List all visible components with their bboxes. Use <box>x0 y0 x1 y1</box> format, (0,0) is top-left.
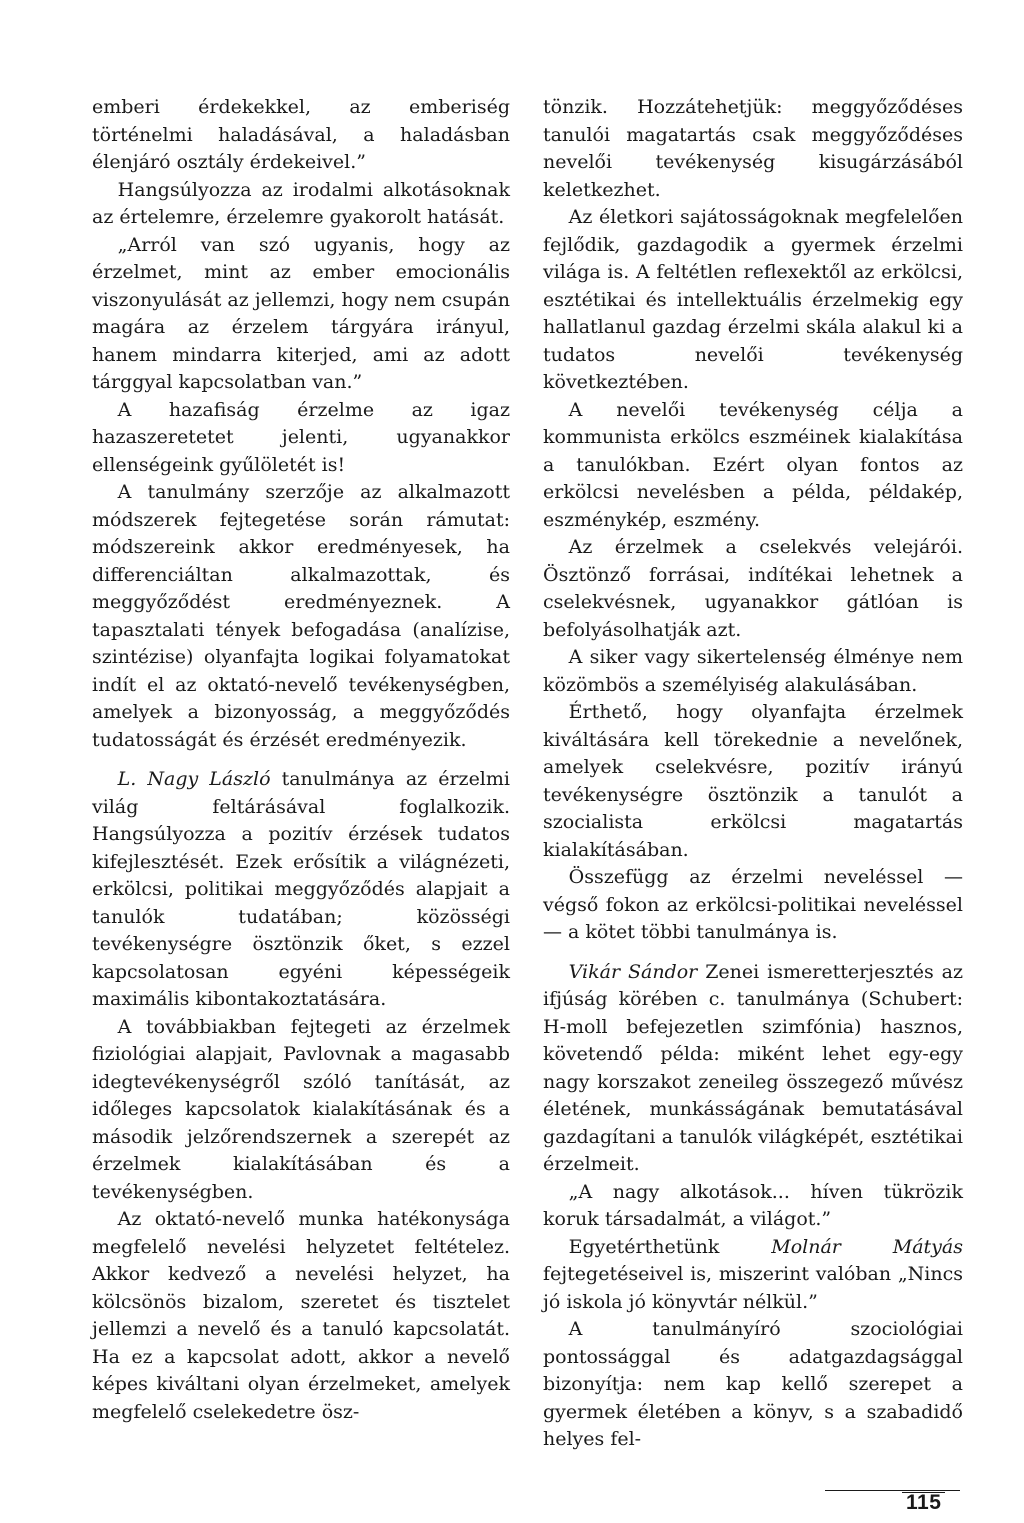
paragraph: Hangsúlyozza az irodalmi alkotásoknak az értelemre, érzelemre gyakorolt hatását. <box>92 178 510 228</box>
paragraph-vikar-sandor <box>543 959 963 1179</box>
left-text-column <box>92 94 510 1426</box>
paragraph: Az oktató-nevelő munka hatékonysága megfelelő nevelési helyzetet feltételez. Akkor kedvező a nevelési helyzet, ha kölcsönös bizalom, szeretet és tisztelet jellemzi a nevelő és a tanuló kapcsolatát. Ha ez a kapcsolat adott, akkor a nevelő képes kiváltani olyan érzelmeket, amelyek megfelelő cselekedetre ösz- <box>92 1208 510 1423</box>
paragraph-nagy-laszlo <box>92 766 510 1014</box>
paragraph-text: fejtegetéseivel is, miszerint valóban „Nincs jó iskola jó könyvtár nélkül.” <box>543 1263 963 1313</box>
paragraph: Az érzelmek a cselekvés velejárói. Ösztönző forrásai, indítékai lehetnek a cselekvésnek, ugyanakkor gátlóan is befolyásolhatják azt. <box>543 536 963 641</box>
paragraph: A továbbiakban fejtegeti az érzelmek fiziológiai alapjait, Pavlovnak a magasabb idegtevékenységről szóló tanítását, az időleges kapcsolatok kialakításának és a második jelzőrendszernek a szerepét az érzelmek kialakításában és a tevékenységben. <box>92 1015 510 1203</box>
quote-paragraph: „A nagy alkotások... híven tükrözik koruk társadalmát, a világot.” <box>543 1180 963 1230</box>
paragraph: A siker vagy sikertelenség élménye nem közömbös a személyiség alakulásában. <box>543 646 963 696</box>
paragraph-continuation: tönzik. Hozzátehetjük: meggyőződéses tanulói magatartás csak meggyőződéses nevelői tevékenység kisugárzásából keletkezhet. <box>543 96 963 201</box>
author-name: Molnár Mátyás <box>771 1235 963 1258</box>
paragraph-text: tanulmánya az érzelmi világ feltárásával foglalkozik. Hangsúlyozza a pozitív érzések tudatos kifejlesztését. Ezek erősítik a világnézeti, erkölcsi, politikai meggyőződés alapjait a tanulók tudatában; közösségi tevékenységre ösztönzik őket, s ezzel kapcsolatosan egyéni képességeik maximális kibontakoztatására. <box>92 768 510 1010</box>
author-name: L. Nagy László <box>117 768 271 790</box>
paragraph: A nevelői tevékenység célja a kommunista erkölcs eszméinek kialakítása a tanulókban. Ezért olyan fontos az erkölcsi nevelésben a példa, példakép, eszménykép, eszmény. <box>543 398 963 531</box>
paragraph: Összefügg az érzelmi neveléssel — végső fokon az erkölcsi-politikai neveléssel — a kötet többi tanulmánya is. <box>543 866 963 943</box>
paragraph: A hazafiság érzelme az igaz hazaszeretetet jelenti, ugyanakkor ellenségeink gyűlöletét is! <box>92 398 510 476</box>
paragraph-text: Zenei ismeretterjesztés az ifjúság körében c. tanulmánya (Schubert: H-moll befejezetlen szimfónia) hasznos, követendő példa: miként lehet egy-egy nagy korszakot zeneileg összegező művész életének, munkásságának bemutatásával gazdagítani a tanulók világképét, esztétikai érzelmeit. <box>543 960 963 1175</box>
author-name: Vikár Sándor <box>568 960 698 983</box>
paragraph-molnar-matyas <box>543 1234 963 1317</box>
paragraph: Az életkori sajátosságoknak megfelelően fejlődik, gazdagodik a gyermek érzelmi világa is. A feltétlen reflexektől az erkölcsi, esztétikai és intellektuális érzelmekig egy hallatlanul gazdag érzelmi skála alakul ki a tudatos nevelői tevékenység következtében. <box>543 206 963 393</box>
quote-paragraph: „Arról van szó ugyanis, hogy az érzelmet, mint az ember emocionális viszonyulását az jellemzi, hogy nem csupán magára az érzelem tárgyára irányul, hanem mindarra kiterjed, ami az adott tárggyal kapcsolatban van.” <box>92 233 510 393</box>
paragraph-continuation: emberi érdekekkel, az emberiség történelmi haladásával, a haladásban élenjáró osztály érdekeivel.” <box>92 96 510 173</box>
paragraph: Érthető, hogy olyanfajta érzelmek kiváltására kell törekednie a nevelőnek, amelyek cselekvésre, pozitív irányú tevékenységre ösztönzik a tanulót a szocialista erkölcsi magatartás kialakításában. <box>543 701 963 861</box>
paragraph-text: Egyetérthetünk <box>568 1235 772 1258</box>
paragraph: A tanulmány szerzője az alkalmazott módszerek fejtegetése során rámutat: módszereink akkor eredményesek, ha differenciáltan alkalmazottak, és meggyőződést eredményeznek. A tapasztalati tények befogadása (analízise, szintézise) olyanfajta logikai folyamatokat indít el az oktató-nevelő tevékenységben, amelyek a bizonyosság, a meggyőződés tudatosságát és érzését eredményezik. <box>92 481 510 751</box>
page-number: 115 <box>906 1491 942 1514</box>
right-text-column <box>543 94 963 1454</box>
paragraph: A tanulmányíró szociológiai pontossággal és adatgazdagsággal bizonyítja: nem kap kellő szerepet a gyermek életében a könyv, s a szabadidő helyes fel- <box>543 1318 963 1450</box>
